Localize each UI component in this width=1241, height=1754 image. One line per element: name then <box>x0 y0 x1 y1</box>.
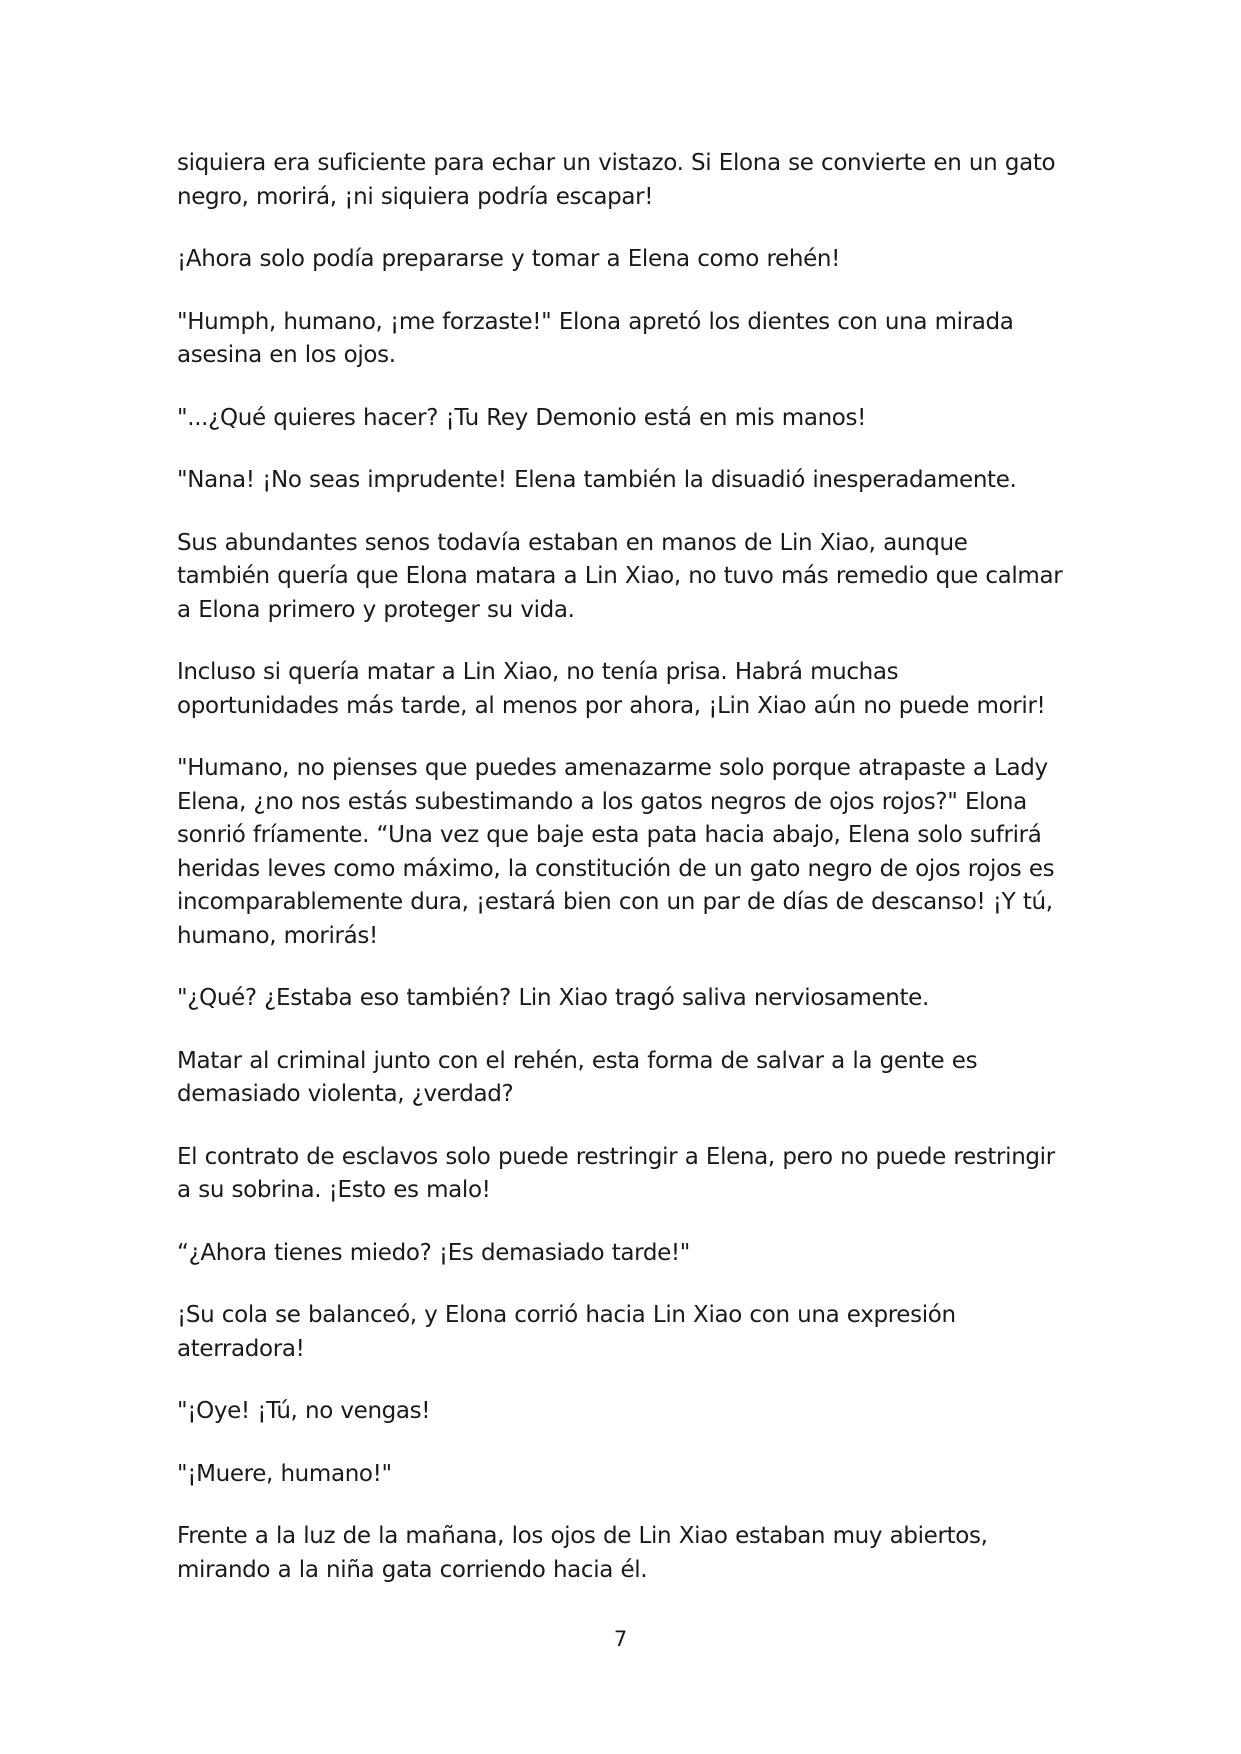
paragraph: "¡Oye! ¡Tú, no vengas! <box>177 1398 431 1424</box>
page-body <box>177 147 1067 1616</box>
paragraph: "Humano, no pienses que puedes amenazarme solo porque atrapaste a Lady Elena, ¿no nos estás subestimando a los gatos negros de ojos rojos?" Elona sonrió fríamente. “Una vez que baje esta pata hacia abajo, Elena solo sufrirá heridas leves como máximo, la constitución de un gato negro de ojos rojos es incomparablemente dura, ¡estará bien con un par de días de descanso! ¡Y tú, humano, morirás! <box>177 755 1055 949</box>
paragraph: “¿Ahora tienes miedo? ¡Es demasiado tarde!" <box>177 1239 690 1266</box>
paragraph: ¡Ahora solo podía prepararse y tomar a Elena como rehén! <box>177 246 840 272</box>
paragraph: Sus abundantes senos todavía estaban en manos de Lin Xiao, aunque también quería que Elona matara a Lin Xiao, no tuvo más remedio que calmar a Elona primero y proteger su vida. <box>177 529 1063 623</box>
page-number: 7 <box>613 1627 628 1651</box>
paragraph: siquiera era suficiente para echar un vistazo. Si Elona se convierte en un gato negro, morirá, ¡ni siquiera podría escapar! <box>177 150 1056 210</box>
paragraph: "Humph, humano, ¡me forzaste!" Elona apretó los dientes con una mirada asesina en los ojos. <box>177 308 1014 368</box>
paragraph: Frente a la luz de la mañana, los ojos de Lin Xiao estaban muy abiertos, mirando a la niña gata corriendo hacia él. <box>177 1523 988 1583</box>
paragraph: "¡Muere, humano!" <box>177 1460 392 1487</box>
paragraph: ¡Su cola se balanceó, y Elona corrió hacia Lin Xiao con una expresión aterradora! <box>177 1302 956 1362</box>
paragraph: "¿Qué? ¿Estaba eso también? Lin Xiao tragó saliva nerviosamente. <box>177 985 929 1011</box>
paragraph: El contrato de esclavos solo puede restringir a Elena, pero no puede restringir a su sobrina. ¡Esto es malo! <box>177 1143 1055 1203</box>
paragraph: "Nana! ¡No seas imprudente! Elena también la disuadió inesperadamente. <box>177 467 1017 493</box>
paragraph: "...¿Qué quieres hacer? ¡Tu Rey Demonio está en mis manos! <box>177 404 867 431</box>
paragraph: Matar al criminal junto con el rehén, esta forma de salvar a la gente es demasiado violenta, ¿verdad? <box>177 1047 978 1107</box>
paragraph: Incluso si quería matar a Lin Xiao, no tenía prisa. Habrá muchas oportunidades más tarde, al menos por ahora, ¡Lin Xiao aún no puede morir! <box>177 659 1046 719</box>
